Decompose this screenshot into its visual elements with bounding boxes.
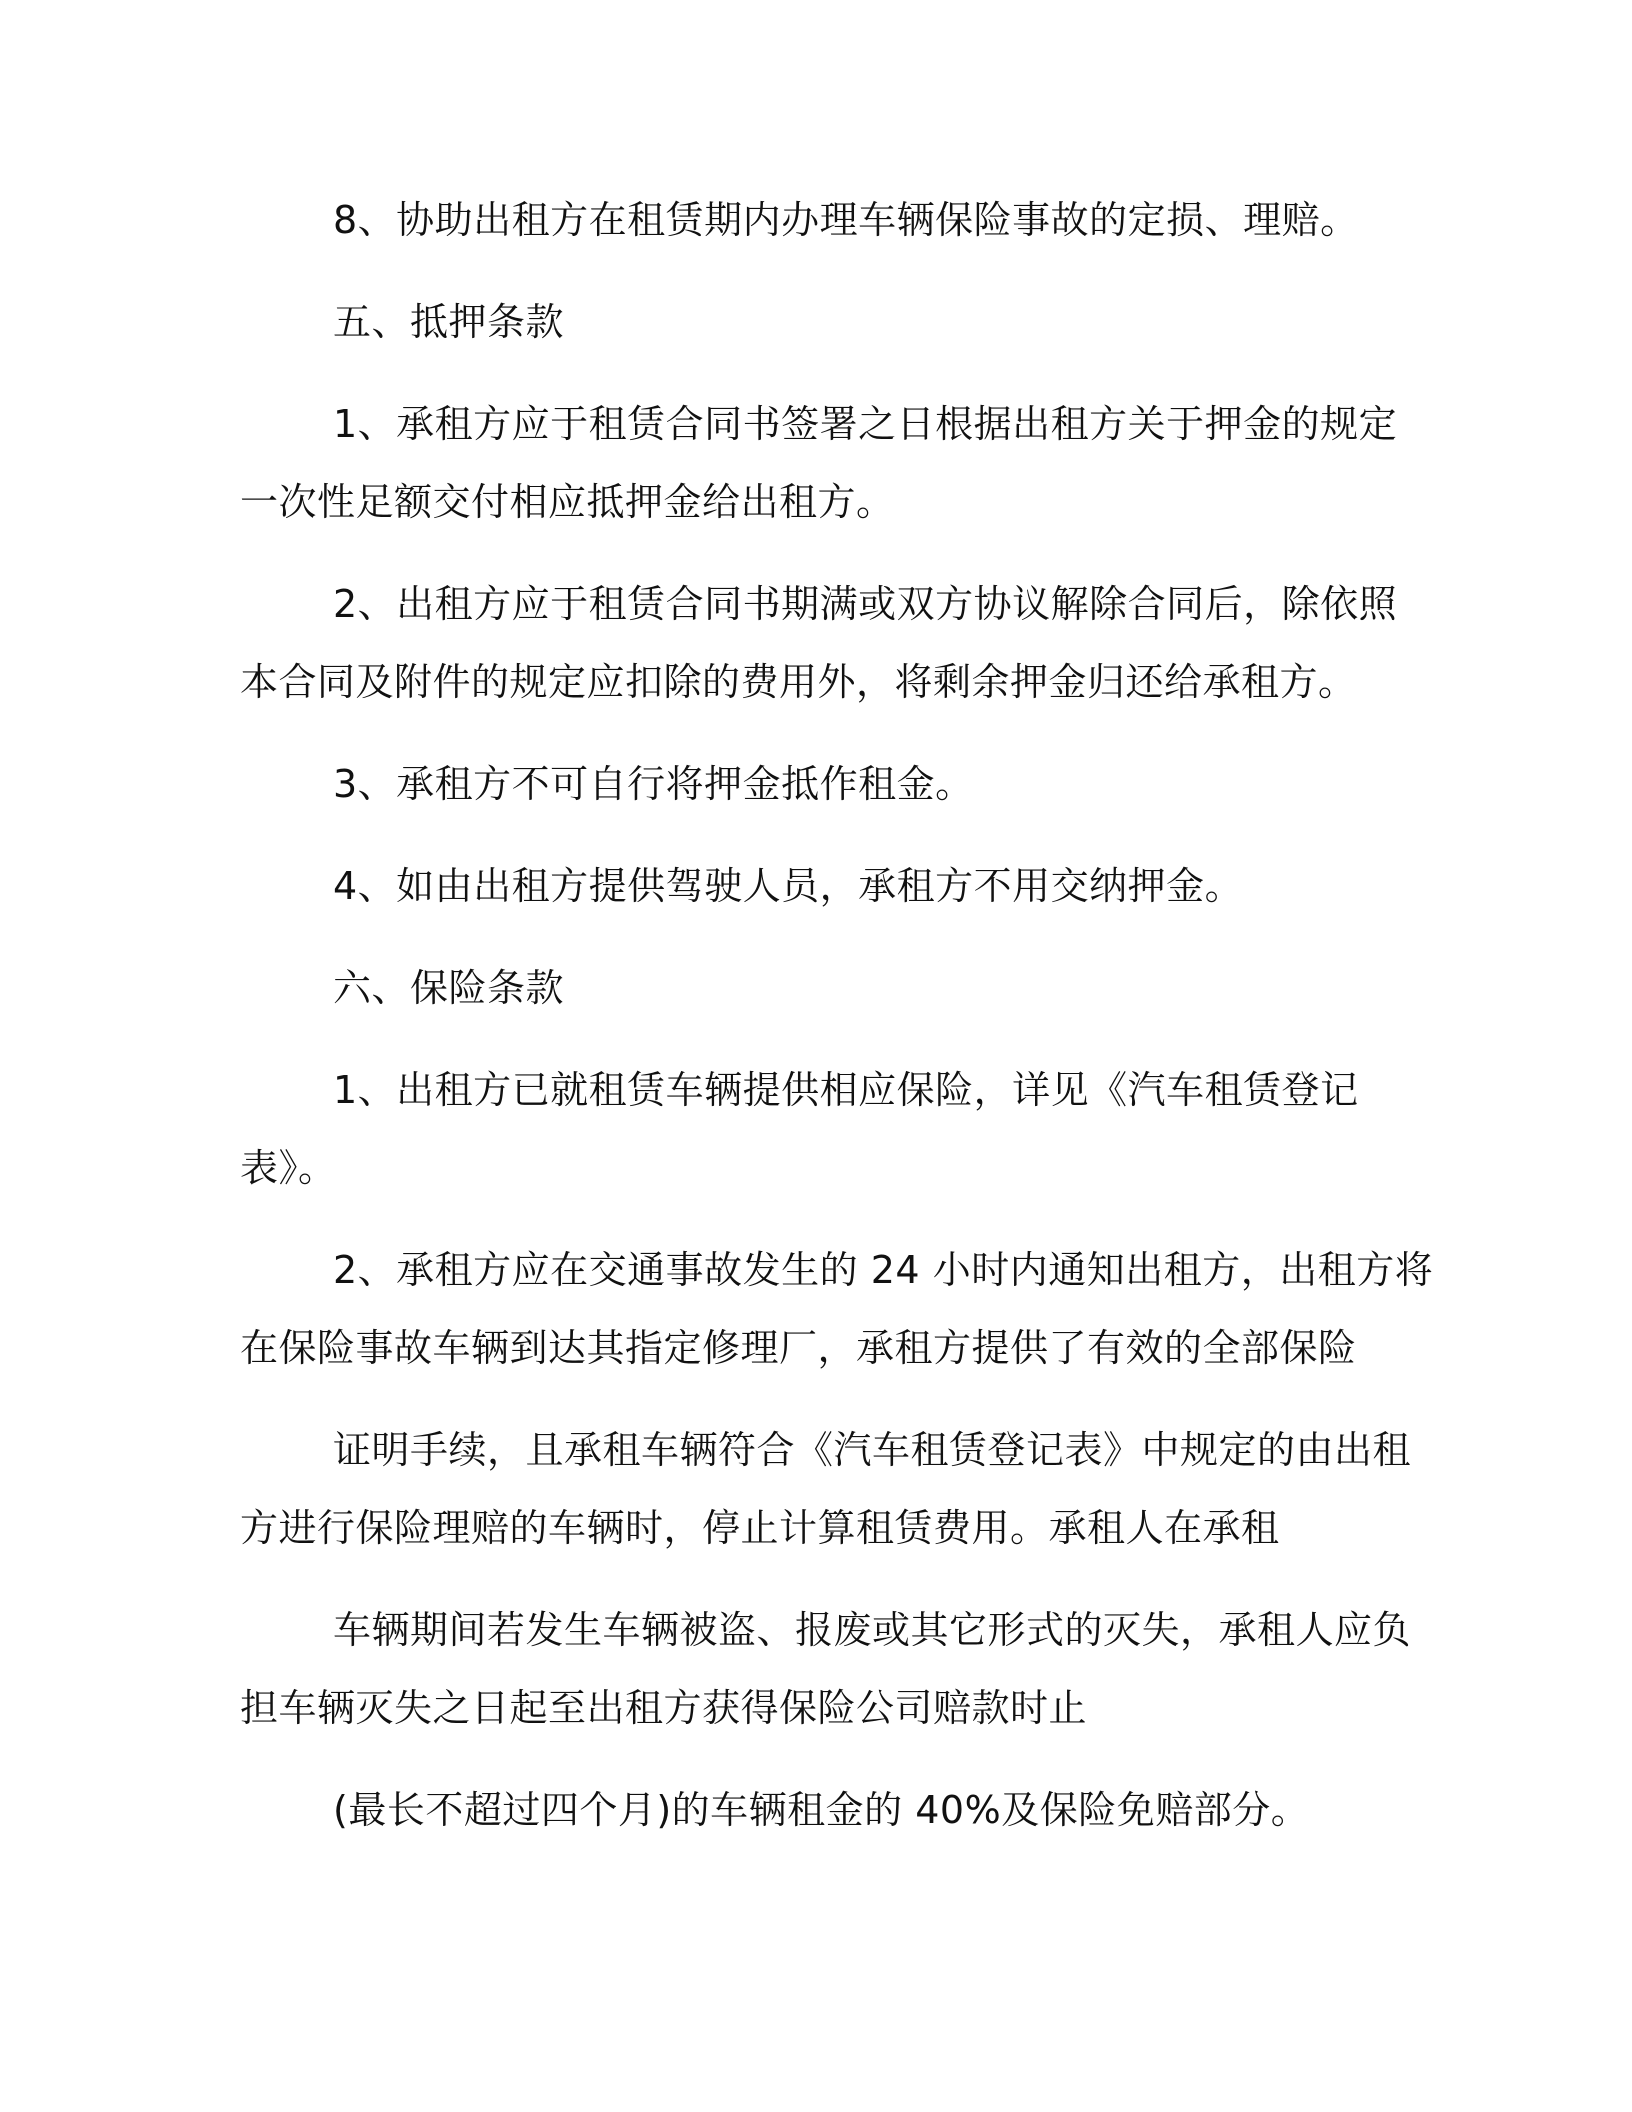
clause-6-2-line-7: (最长不超过四个月)的车辆租金的 40%及保险免赔部分。 xyxy=(333,1788,1310,1832)
section-heading-6: 六、保险条款 xyxy=(333,966,565,1010)
clause-6-2-line-3: 证明手续，且承租车辆符合《汽车租赁登记表》中规定的由出租 xyxy=(333,1428,1412,1472)
clause-5-2-line-1: 2、出租方应于租赁合同书期满或双方协议解除合同后，除依照 xyxy=(333,582,1398,626)
clause-5-1-line-2: 一次性足额交付相应抵押金给出租方。 xyxy=(240,480,895,524)
clause-5-1-line-1: 1、承租方应于租赁合同书签署之日根据出租方关于押金的规定 xyxy=(333,402,1398,446)
clause-5-2-line-2: 本合同及附件的规定应扣除的费用外，将剩余押金归还给承租方。 xyxy=(240,660,1357,704)
clause-6-2-line-4: 方进行保险理赔的车辆时，停止计算租赁费用。承租人在承租 xyxy=(240,1506,1280,1550)
clause-4-8: 8、协助出租方在租赁期内办理车辆保险事故的定损、理赔。 xyxy=(333,198,1359,242)
clause-6-2-line-2: 在保险事故车辆到达其指定修理厂，承租方提供了有效的全部保险 xyxy=(240,1326,1357,1370)
clause-5-4: 4、如由出租方提供驾驶人员，承租方不用交纳押金。 xyxy=(333,864,1244,908)
clause-6-2-line-6: 担车辆灭失之日起至出租方获得保险公司赔款时止 xyxy=(240,1686,1088,1730)
clause-6-2-line-5: 车辆期间若发生车辆被盗、报废或其它形式的灭失，承租人应负 xyxy=(333,1608,1412,1652)
clause-6-1-line-2: 表》。 xyxy=(240,1146,337,1190)
clause-5-3: 3、承租方不可自行将押金抵作租金。 xyxy=(333,762,974,806)
clause-6-1-line-1: 1、出租方已就租赁车辆提供相应保险，详见《汽车租赁登记 xyxy=(333,1068,1359,1112)
section-heading-5: 五、抵押条款 xyxy=(333,300,565,344)
clause-6-2-line-1: 2、承租方应在交通事故发生的 24 小时内通知出租方，出租方将 xyxy=(333,1248,1434,1292)
